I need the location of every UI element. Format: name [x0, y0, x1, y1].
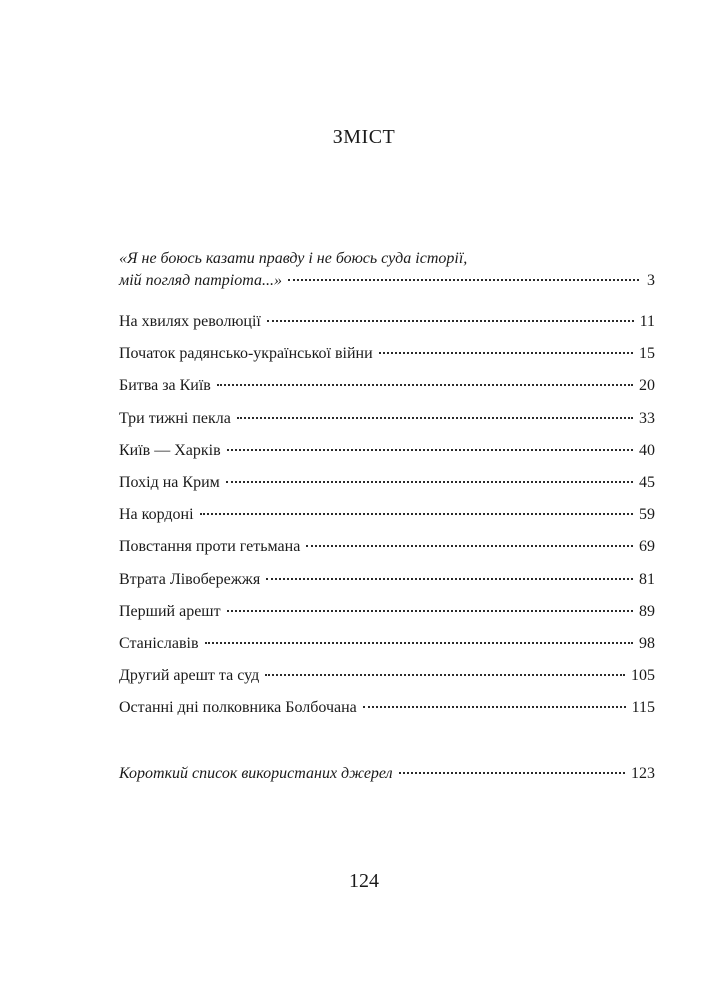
toc-entry-page: 11 [639, 313, 655, 330]
toc-entry-page: 89 [639, 602, 655, 620]
toc-entry-intro-line2: мій погляд патріота...» [119, 272, 282, 289]
toc-entry-intro-line1: «Я не боюсь казати правду і не боюсь суда історії, [119, 250, 468, 267]
toc-entry-intro[interactable] [119, 247, 655, 312]
toc-entry-sources[interactable] [119, 764, 655, 796]
dot-leader [217, 384, 633, 386]
dot-leader [227, 610, 633, 612]
toc-entry-page: 15 [639, 345, 655, 363]
toc-entry-page: 40 [639, 441, 655, 459]
toc-entry[interactable] [119, 570, 655, 602]
toc-entry[interactable] [119, 376, 655, 408]
toc-entry-title: На кордоні [119, 506, 194, 524]
dot-leader [265, 674, 625, 676]
dot-leader [205, 642, 634, 644]
toc-entry-title: Останні дні полковника Болбочана [119, 699, 357, 717]
toc-entry-title: Повстання проти гетьмана [119, 538, 301, 556]
table-of-contents [119, 247, 655, 797]
dot-leader [200, 513, 633, 515]
toc-entry-page: 33 [639, 409, 655, 427]
toc-entry-page: 81 [639, 570, 655, 588]
toc-entry-title: Короткий список використаних джерел [119, 765, 393, 783]
section-gap [119, 730, 655, 764]
page-title: ЗМІСТ [332, 126, 396, 148]
dot-leader [288, 279, 639, 281]
dot-leader [399, 772, 625, 774]
toc-entry-title: Перший арешт [119, 602, 221, 620]
toc-entry-page: 20 [639, 377, 655, 395]
dot-leader [226, 481, 633, 483]
toc-entry-title: Втрата Лівобережжя [119, 570, 261, 588]
toc-entry-page: 105 [631, 667, 655, 685]
toc-entry-page: 59 [639, 506, 655, 524]
dot-leader [266, 578, 633, 580]
dot-leader [227, 449, 633, 451]
toc-entry[interactable] [119, 344, 655, 376]
toc-entry[interactable] [119, 602, 655, 634]
page-number: 124 [349, 870, 379, 892]
toc-entry[interactable] [119, 666, 655, 698]
toc-entry-page: 69 [639, 538, 655, 556]
toc-entry-title: Київ — Харків [119, 441, 221, 459]
dot-leader [237, 417, 633, 419]
toc-entry-page: 3 [647, 272, 655, 289]
toc-entry-page: 45 [639, 473, 655, 491]
dot-leader [267, 320, 634, 322]
toc-entry-title: Станіславів [119, 634, 199, 652]
toc-entry[interactable] [119, 698, 655, 730]
toc-entry[interactable] [119, 505, 655, 537]
toc-entry-title: Похід на Крим [119, 473, 220, 491]
toc-entry[interactable] [119, 634, 655, 666]
toc-entry-page: 98 [639, 634, 655, 652]
toc-entry[interactable] [119, 537, 655, 569]
toc-entry-page: 123 [631, 765, 655, 783]
toc-entry[interactable] [119, 409, 655, 441]
dot-leader [379, 352, 633, 354]
toc-entry-page: 115 [631, 699, 655, 717]
toc-entry[interactable] [119, 441, 655, 473]
toc-entry-title: На хвилях революції [119, 313, 261, 330]
toc-entry-title: Другий арешт та суд [119, 667, 260, 685]
dot-leader [306, 545, 633, 547]
toc-entry[interactable] [119, 312, 655, 344]
toc-entry-title: Битва за Київ [119, 377, 211, 395]
dot-leader [363, 706, 626, 708]
toc-entry-title: Три тижні пекла [119, 409, 231, 427]
toc-entry[interactable] [119, 473, 655, 505]
toc-entry-title: Початок радянсько-української війни [119, 345, 373, 363]
